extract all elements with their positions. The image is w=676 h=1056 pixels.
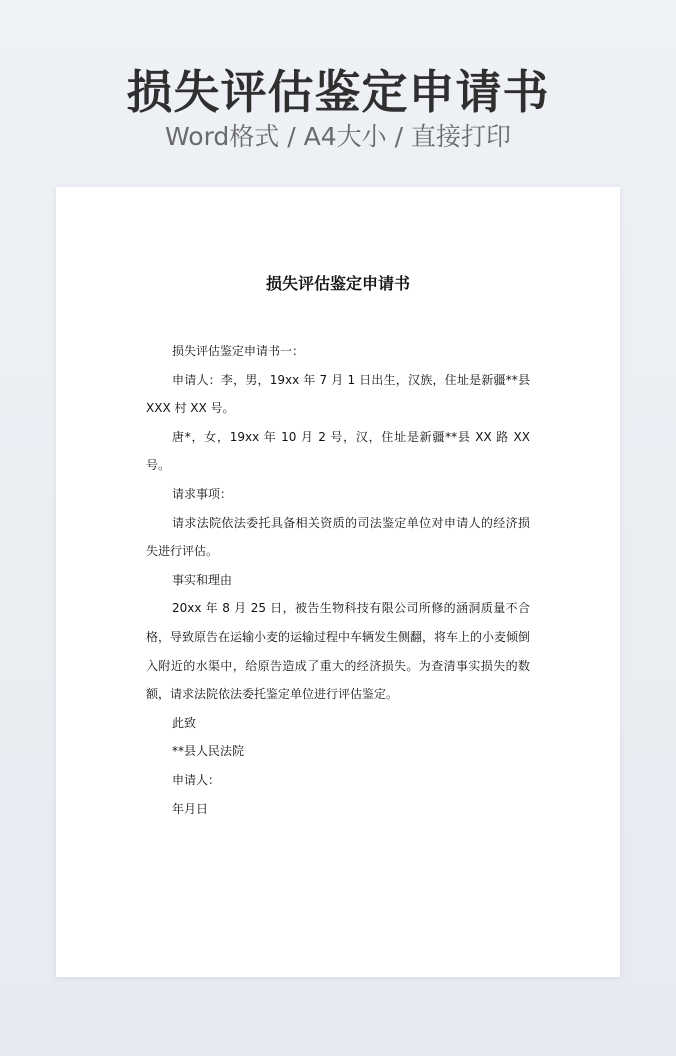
paragraph-court: **县人民法院 (172, 744, 245, 759)
banner-title: 损失评估鉴定申请书 (126, 65, 550, 119)
paragraph-date: 年月日 (172, 801, 209, 816)
document-body (146, 337, 530, 823)
paragraph-signature: 申请人： (172, 772, 221, 787)
paragraph-applicant-1: 申请人：李，男，19xx 年 7 月 1 日出生，汉族，住址是新疆**县 XXX 村 XX 号。 (146, 372, 530, 416)
document-title: 损失评估鉴定申请书 (265, 274, 410, 293)
paragraph-facts: 20xx 年 8 月 25 日，被告生物科技有限公司所修的涵洞质量不合格，导致原告在运输小麦的运输过程中车辆发生侧翻，将车上的小麦倾倒入附近的水渠中，给原告造成了重大的经济损失。为查清事实损失的数额，请求法院依法委托鉴定单位进行评估鉴定。 (146, 601, 531, 702)
paragraph-request: 请求法院依法委托具备相关资质的司法鉴定单位对申请人的经济损失进行评估。 (146, 515, 530, 559)
paragraph-heading: 损失评估鉴定申请书一： (172, 344, 305, 358)
document-page (56, 187, 620, 977)
paragraph-facts-label: 事实和理由 (172, 572, 233, 587)
paragraph-request-label: 请求事项： (172, 486, 233, 501)
paragraph-salutation: 此致 (172, 715, 197, 730)
banner-subtitle: Word格式 / A4大小 / 直接打印 (165, 122, 511, 151)
paragraph-applicant-2: 唐*，女，19xx 年 10 月 2 号，汉，住址是新疆**县 XX 路 XX 号。 (146, 429, 530, 473)
